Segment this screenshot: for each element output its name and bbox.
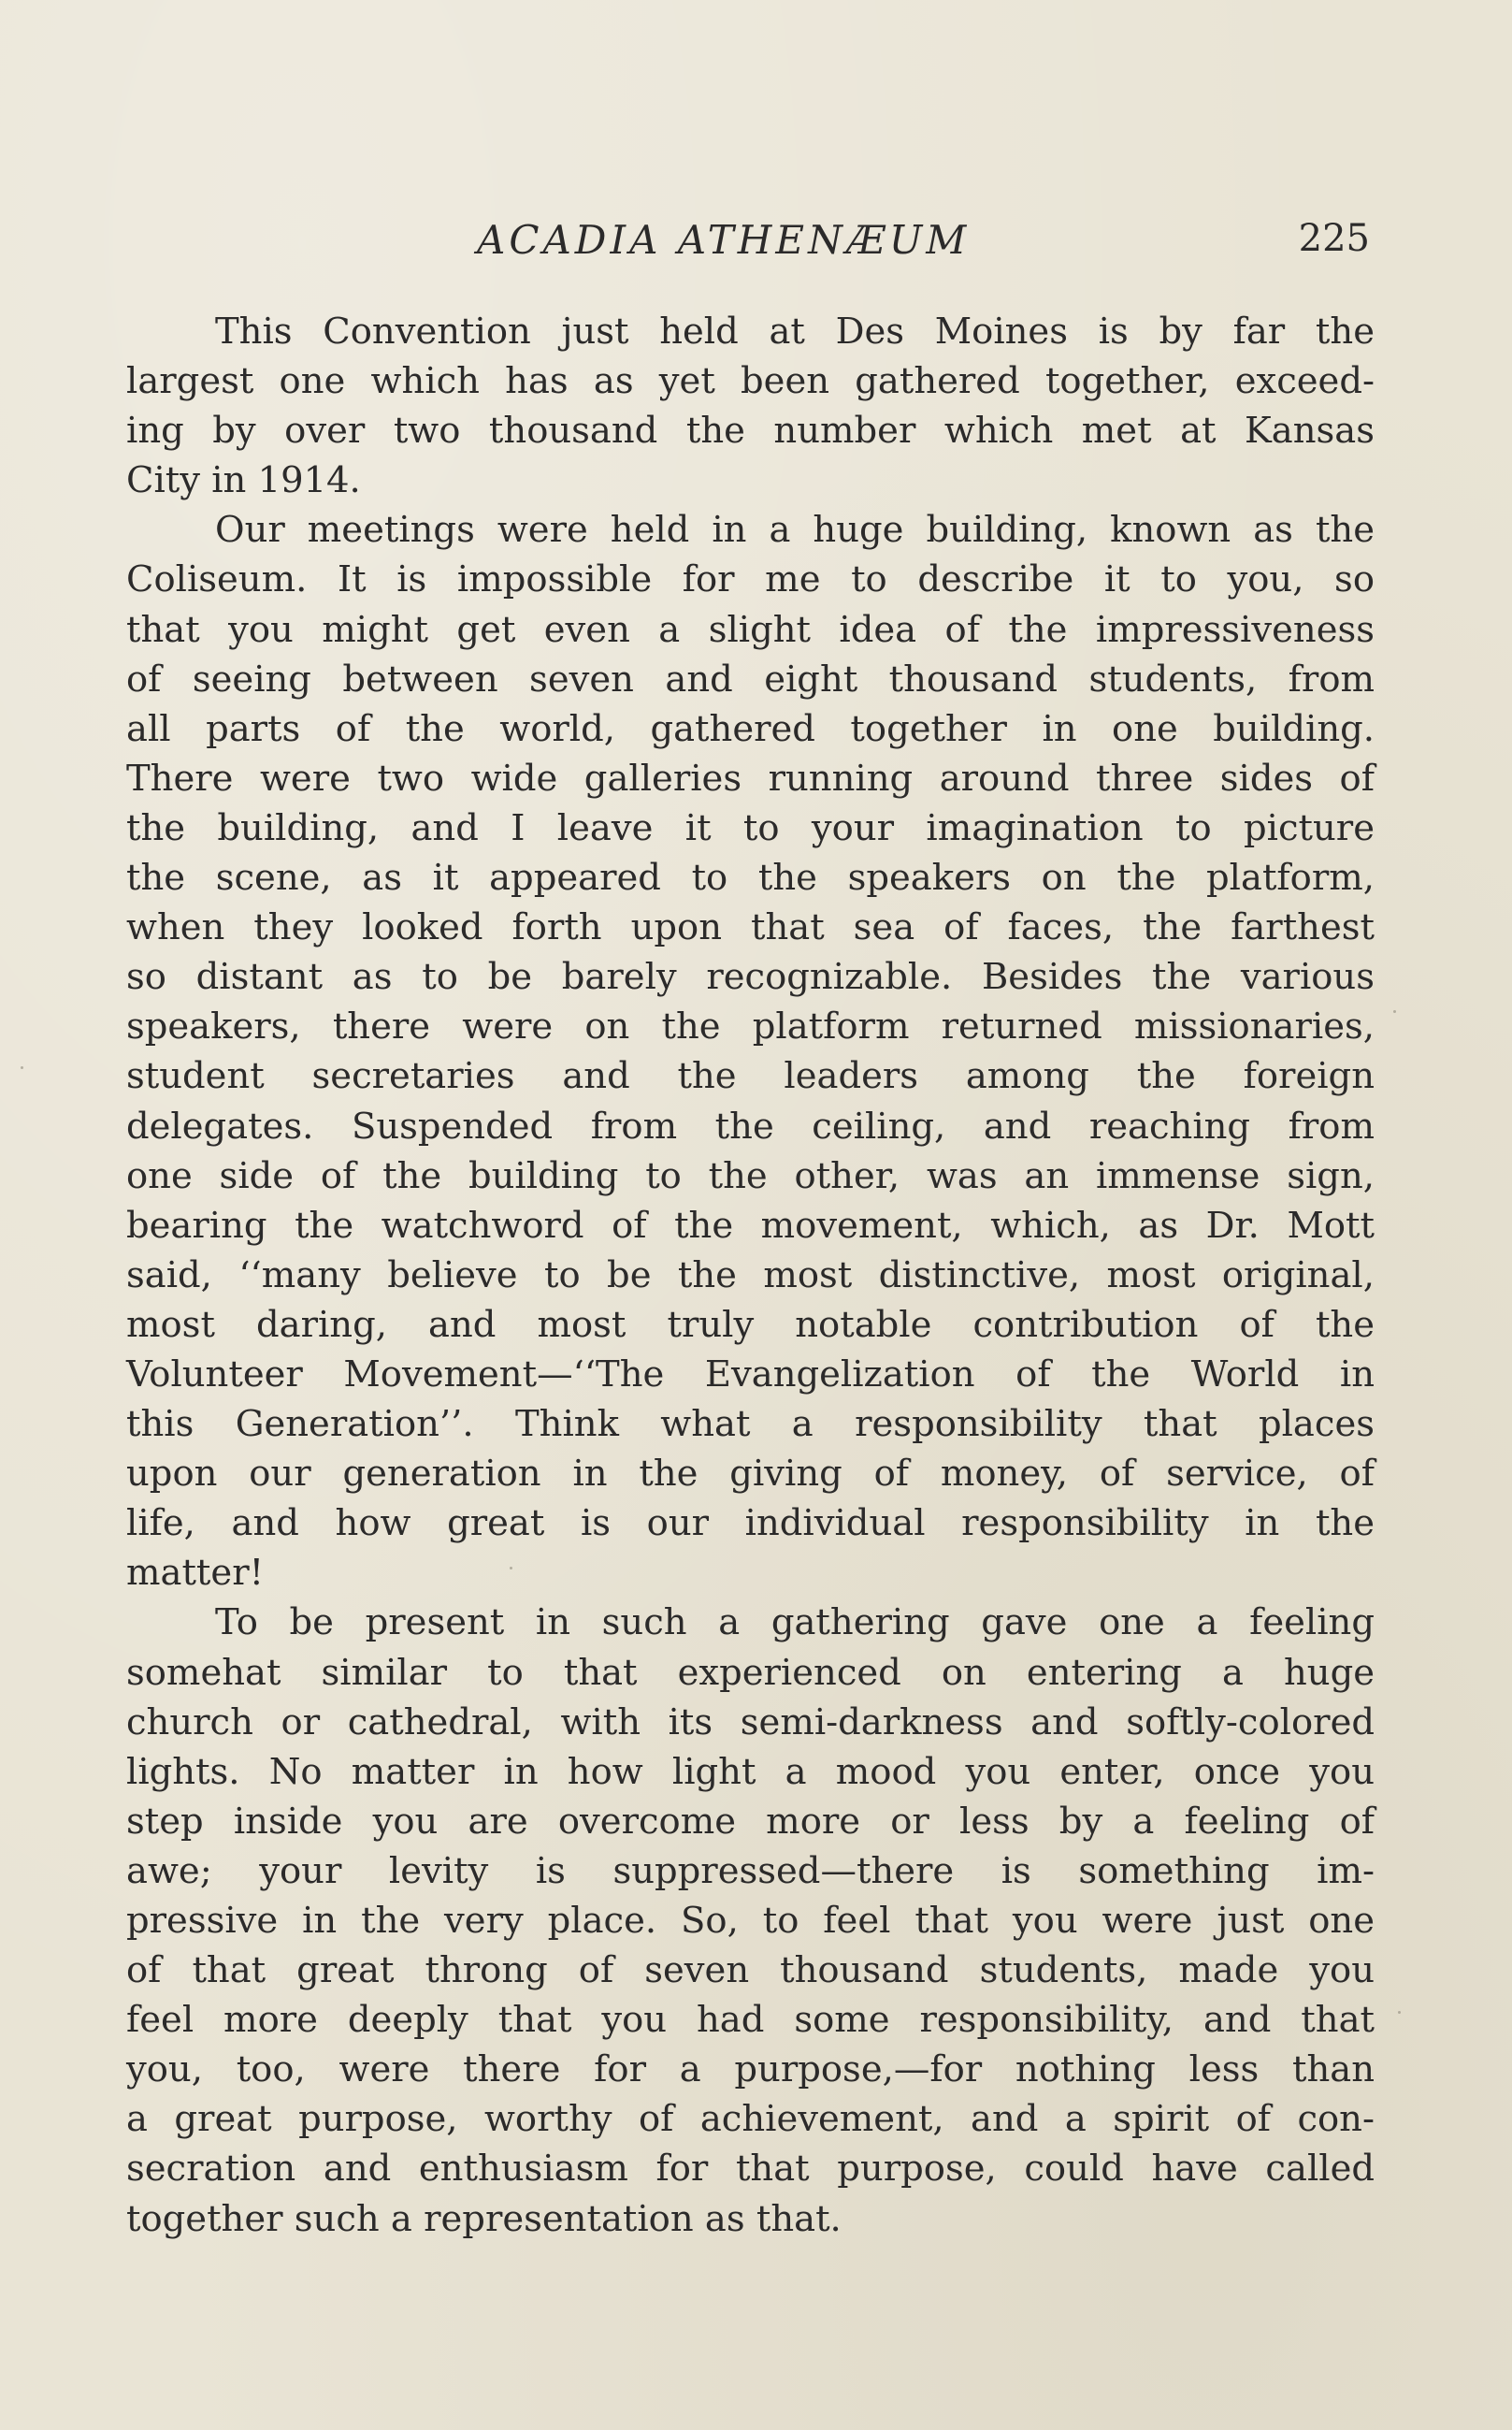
text-line: Volunteer Movement—‘‘The Evangelization of the World in [126,1352,1375,1396]
text-line: said, ‘‘many believe to be the most distinctive, most original, [126,1253,1375,1296]
text-line: This Convention just held at Des Moines is by far the [215,311,1375,353]
paper-speck [1393,1010,1396,1013]
text-line: you, too, were there for a purpose,—for nothing less than [126,2048,1375,2091]
text-line: There were two wide galleries running around three sides of [126,757,1375,800]
running-title: ACADIA ATHENÆUM [477,217,971,263]
text-line: church or cathedral, with its semi-darkness and softly-colored [126,1700,1375,1743]
text-line: City in 1914. [126,459,361,502]
text-line: this Generation’’. Think what a responsibility that places [126,1403,1375,1446]
text-line: step inside you are overcome more or less by a feeling of [126,1800,1375,1843]
text-line: pressive in the very place. So, to feel that you were just one [126,1900,1375,1942]
text-line: delegates. Suspended from the ceiling, and reaching from [126,1105,1375,1148]
text-line: To be present in such a gathering gave one a feeling [215,1601,1375,1644]
text-line: of that great throng of seven thousand students, made you [126,1949,1375,1992]
paper-speck [21,1066,23,1069]
text-line: student secretaries and the leaders among the foreign [126,1055,1375,1098]
paper-speck [1398,2011,1401,2014]
text-line: Our meetings were held in a huge building, known as the [215,509,1375,552]
text-line: feel more deeply that you had some responsibility, and that [126,1999,1375,2042]
text-line: somehat similar to that experienced on entering a huge [126,1651,1375,1694]
text-line: upon our generation in the giving of money, of service, of [126,1453,1375,1496]
text-line: all parts of the world, gathered together in one building. [126,707,1375,750]
paper-speck [510,1567,512,1569]
text-line: of seeing between seven and eight thousand students, from [126,658,1375,701]
page-header [122,217,1370,269]
text-line: life, and how great is our individual responsibility in the [126,1502,1375,1545]
text-line: a great purpose, worthy of achievement, and a spirit of con- [126,2098,1375,2141]
text-line: that you might get even a slight idea of the impressiveness [126,608,1375,651]
text-line: largest one which has as yet been gathered together, exceed- [126,360,1375,403]
text-line: the building, and I leave it to your imagination to picture [126,806,1375,849]
text-line: most daring, and most truly notable contribution of the [126,1303,1375,1346]
body-text [126,307,1375,2244]
text-line: ing by over two thousand the number which met at Kansas [126,410,1375,453]
text-line: when they looked forth upon that sea of faces, the farthest [126,906,1375,949]
text-line: bearing the watchword of the movement, which, as Dr. Mott [126,1204,1375,1247]
text-line: together such a representation as that. [126,2197,842,2240]
text-line: one side of the building to the other, was an immense sign, [126,1154,1375,1197]
text-line: secration and enthusiasm for that purpose, could have called [126,2148,1375,2191]
text-line: lights. No matter in how light a mood you enter, once you [126,1750,1375,1793]
page-number: 225 [1298,217,1370,260]
text-line: so distant as to be barely recognizable. Besides the various [126,956,1375,999]
text-line: speakers, there were on the platform returned missionaries, [126,1005,1375,1049]
text-line: matter! [126,1552,265,1595]
text-line: awe; your levity is suppressed—there is something im- [126,1849,1375,1892]
text-line: the scene, as it appeared to the speakers on the platform, [126,857,1375,900]
text-line: Coliseum. It is impossible for me to describe it to you, so [126,558,1375,601]
